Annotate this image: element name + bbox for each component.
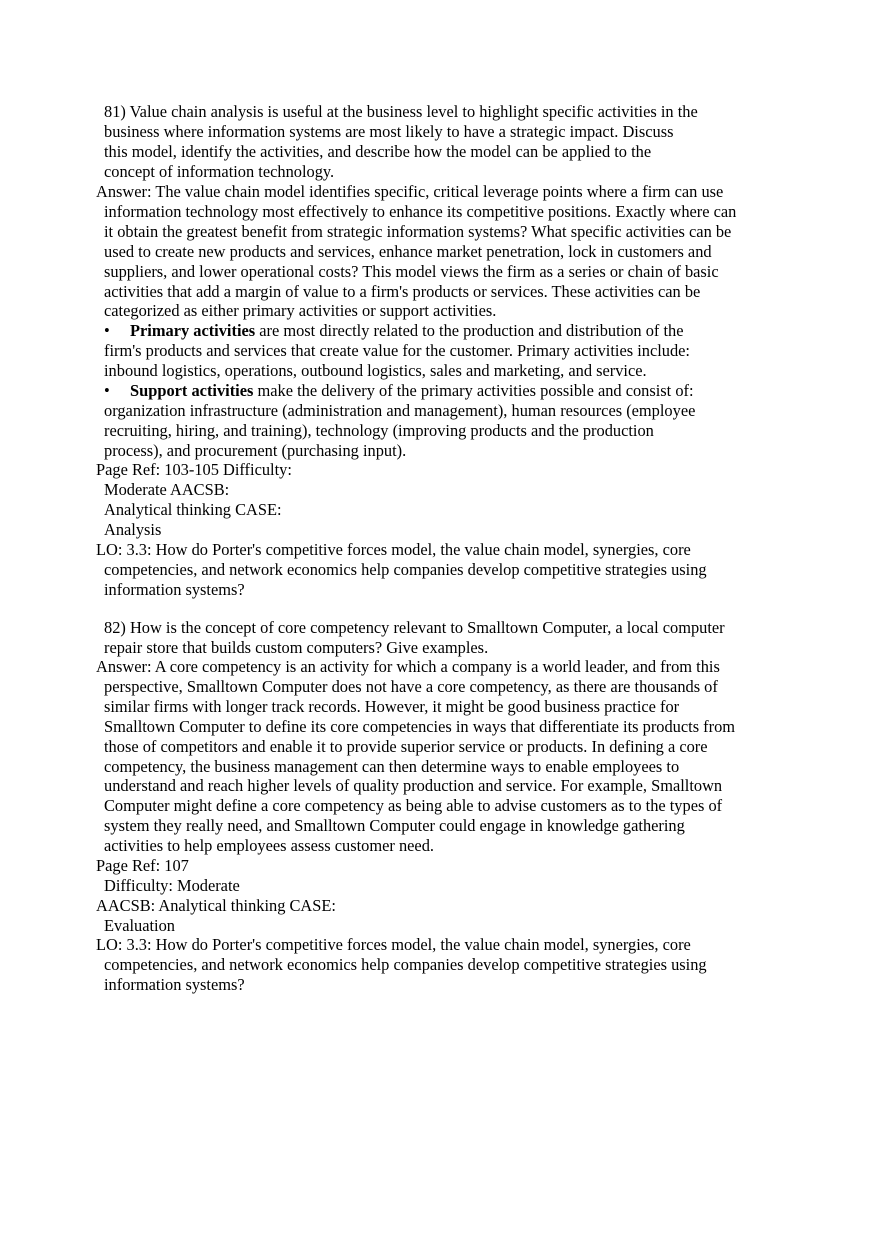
q81-answer-line: suppliers, and lower operational costs? This model views the firm as a series or chain of basic	[104, 261, 719, 281]
q81-question	[0, 102, 880, 182]
q81-meta-line: Moderate AACSB:	[104, 479, 230, 499]
q81-answer	[0, 182, 880, 321]
q81-support-activities	[0, 381, 880, 461]
q81-meta-line: Analytical thinking CASE:	[104, 499, 282, 519]
q82-question	[0, 618, 880, 658]
primary-line: firm's products and services that create value for the customer. Primary activities include:	[104, 340, 690, 360]
q82-lo-line: competencies, and network economics help companies develop competitive strategies using	[104, 954, 707, 974]
q81-lo-line: LO: 3.3: How do Porter's competitive forces model, the value chain model, synergies, core	[96, 540, 691, 559]
q81-meta-line: Page Ref: 103-105 Difficulty:	[96, 460, 292, 479]
q81-question-line: concept of information technology.	[104, 161, 335, 181]
q81-question-line: 81) Value chain analysis is useful at the business level to highlight specific activities in the	[104, 102, 698, 121]
q81-learning-objective	[0, 540, 880, 600]
q82-meta-line: Evaluation	[104, 915, 176, 935]
q82-answer-line: Smalltown Computer to define its core competencies in ways that differentiate its products from	[104, 716, 736, 736]
q82-answer-line: Answer: A core competency is an activity for which a company is a world leader, and from this	[96, 657, 720, 676]
q82-answer-line: competency, the business management can then determine ways to enable employees to	[104, 756, 680, 776]
q82-answer-line: Computer might define a core competency as being able to advise customers as to the types of	[104, 796, 723, 816]
q81-question-line: business where information systems are most likely to have a strategic impact. Discuss	[104, 121, 674, 141]
primary-text: are most directly related to the production and distribution of the	[255, 321, 684, 340]
q82-meta-line: Difficulty: Moderate	[104, 875, 240, 895]
q82-question-line: 82) How is the concept of core competency relevant to Smalltown Computer, a local computer	[104, 618, 725, 637]
support-line: recruiting, hiring, and training), technology (improving products and the production	[104, 420, 654, 440]
q81-question-line: this model, identify the activities, and describe how the model can be applied to the	[104, 141, 652, 161]
q82-question-line: repair store that builds custom computers? Give examples.	[104, 637, 489, 657]
q81-answer-line: information technology most effectively to enhance its competitive positions. Exactly where can	[104, 201, 737, 221]
primary-term: Primary activities	[130, 321, 256, 340]
support-term: Support activities	[130, 381, 254, 400]
q82-metadata	[0, 856, 880, 936]
q82-meta-line: Page Ref: 107	[96, 856, 189, 875]
q82-answer-line: system they really need, and Smalltown Computer could engage in knowledge gathering	[104, 816, 685, 836]
q81-lo-line: competencies, and network economics help companies develop competitive strategies using	[104, 559, 707, 579]
q81-answer-line: activities that add a margin of value to a firm's products or services. These activities can be	[104, 281, 701, 301]
q82-lo-line: information systems?	[104, 974, 245, 994]
primary-bullet-line	[0, 321, 880, 341]
q81-meta-line: Analysis	[104, 519, 162, 539]
q81-answer-line: Answer: The value chain model identifies specific, critical leverage points where a firm can use	[96, 182, 724, 201]
primary-line: inbound logistics, operations, outbound logistics, sales and marketing, and service.	[104, 360, 647, 380]
support-text: make the delivery of the primary activities possible and consist of:	[253, 381, 694, 400]
q81-answer-line: categorized as either primary activities or support activities.	[104, 301, 497, 321]
q82-answer	[0, 657, 880, 856]
q82-answer-line: activities to help employees assess customer need.	[104, 836, 434, 856]
bullet-icon: •	[104, 321, 110, 340]
q82-answer-line: similar firms with longer track records. However, it might be good business practice for	[104, 696, 680, 716]
q81-primary-activities	[0, 321, 880, 381]
q81-metadata	[0, 460, 880, 540]
bullet-icon: •	[104, 381, 110, 400]
q81-lo-line: information systems?	[104, 579, 245, 599]
q82-answer-line: perspective, Smalltown Computer does not have a core competency, as there are thousands of	[104, 676, 718, 696]
support-bullet-line	[0, 381, 880, 401]
q81-answer-line: it obtain the greatest benefit from strategic information systems? What specific activities can be	[104, 221, 732, 241]
q82-answer-line: those of competitors and enable it to provide superior service or products. In defining a core	[104, 736, 708, 756]
q82-lo-line: LO: 3.3: How do Porter's competitive forces model, the value chain model, synergies, core	[96, 935, 691, 954]
support-line: process), and procurement (purchasing input).	[104, 440, 407, 460]
q82-learning-objective	[0, 935, 880, 995]
q82-answer-line: understand and reach higher levels of quality production and service. For example, Smalltown	[104, 776, 723, 796]
q81-answer-line: used to create new products and services, enhance market penetration, lock in customers and	[104, 241, 712, 261]
support-line: organization infrastructure (administration and management), human resources (employee	[104, 400, 696, 420]
q82-meta-line: AACSB: Analytical thinking CASE:	[96, 895, 336, 915]
